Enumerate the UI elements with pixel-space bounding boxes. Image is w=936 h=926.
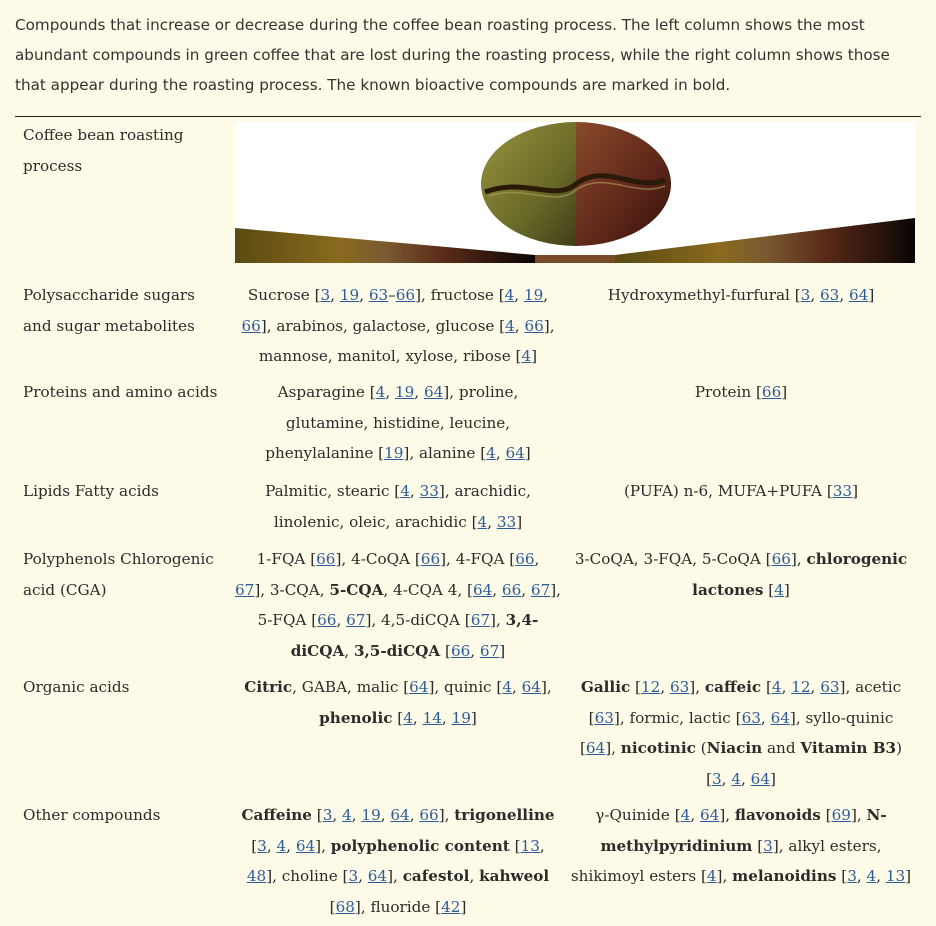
reference-link[interactable]: 3 [320,286,331,304]
cell-line: Asparagine [4, 19, 64], proline, [277,383,519,401]
bioactive-compound: Gallic [580,678,631,696]
cell-line: [68], fluoride [42] [329,897,467,916]
cell-line: Hydroxymethyl-furfural [3, 63, 64] [607,286,875,304]
reference-link[interactable]: 66 [524,316,544,335]
reference-link[interactable]: 67 [470,611,491,629]
reference-link[interactable]: 3 [257,836,267,855]
cell-line: Citric, GABA, malic [64], quinic [4, 64], [244,678,552,696]
reference-link[interactable]: 64 [699,806,720,824]
coffee-bean-roasting-image [235,122,915,263]
reference-link[interactable]: 63 [594,708,614,727]
bioactive-compound: caffeic [704,678,762,696]
bioactive-compound: Citric [244,678,293,696]
reference-link[interactable]: 4 [731,769,741,788]
bioactive-compound: cafestol [402,867,470,885]
cell-line: mannose, manitol, xylose, ribose [4] [258,347,538,365]
reference-link[interactable]: 64 [505,444,525,462]
cell-line: 3-CoQA, 3-FQA, 5-CoQA [66], chlorogenic [574,550,908,568]
reference-link[interactable]: 66 [241,316,261,335]
bioactive-compound: Caffeine [241,806,312,824]
reference-link[interactable]: 64 [423,383,444,401]
cell-line: [64], nicotinic (Niacin and Vitamin B3) [579,739,903,757]
cell-line: 66], arabinos, galactose, glucose [4, 66], [241,316,555,335]
reference-link[interactable]: 66 [317,611,337,629]
reference-link[interactable]: 19 [523,286,544,304]
reference-link[interactable]: 3 [712,769,722,788]
bioactive-compound: N- [866,806,887,824]
bioactive-compound: melanoidins [732,867,837,885]
bioactive-compound: polyphenolic content [330,836,510,855]
bioactive-compound: methylpyridinium [600,836,753,855]
organic-acids-gained-cell [566,672,916,794]
reference-link[interactable]: 66 [771,550,791,568]
other-gained-cell [566,800,916,892]
reference-link[interactable]: 14 [422,708,442,727]
reference-link[interactable]: 33 [496,512,517,531]
reference-link[interactable]: 48 [246,867,267,885]
reference-link[interactable]: 64 [367,867,388,885]
reference-link[interactable]: 67 [530,580,551,599]
row-label-organic-acids: Organic acids [23,678,130,696]
reference-link[interactable]: 63 [741,708,761,727]
cell-line: Protein [66] [694,383,788,401]
reference-link[interactable]: 66 [419,806,439,824]
polyphenols-gained-cell [566,544,916,605]
bioactive-compound: 5-CQA [329,580,384,599]
cell-line: lactones [4] [692,580,790,599]
cell-line: phenolic [4, 14, 19] [319,708,477,727]
bioactive-compound: lactones [692,580,764,599]
table-caption: Compounds that increase or decrease during the coffee bean roasting process. The left column shows the most abundant compounds in green coffee that are lost during the roasting process, while the right column shows those that appear during the roasting process. The known bioactive compounds are marked in bold. [15,16,890,94]
bioactive-compound: diCQA [290,641,345,660]
reference-link[interactable]: 19 [394,383,415,401]
bioactive-compound: flavonoids [734,806,821,824]
reference-link[interactable]: 66 [316,550,336,568]
reference-link[interactable]: 69 [831,806,851,824]
cell-line: methylpyridinium [3], alkyl esters, [600,836,882,855]
other-lost-cell [232,800,564,922]
reference-link[interactable]: 66 [761,383,782,401]
bioactive-compound: 3,5-diCQA [353,641,441,660]
reference-link[interactable]: 4 [400,482,410,500]
reference-link[interactable]: 64 [770,708,790,727]
cell-line: 1-FQA [66], 4-CoQA [66], 4-FQA [66, [256,550,540,568]
bioactive-compound: Vitamin B3 [800,739,897,757]
reference-link[interactable]: 19 [339,286,360,304]
bioactive-compound: nicotinic [620,739,696,757]
cell-line: phenylalanine [19], alanine [4, 64] [265,444,531,462]
reference-link[interactable]: 64 [409,678,429,696]
reference-link[interactable]: 4 [486,444,496,462]
polyphenols-lost-cell [232,544,564,666]
bioactive-compound: Niacin [706,739,763,757]
reference-link[interactable]: 66 [395,286,416,304]
reference-link[interactable]: 19 [384,444,404,462]
bioactive-compound: kahweol [479,867,550,885]
bioactive-compound: chlorogenic [806,550,908,568]
reference-link[interactable]: 64 [390,806,410,824]
cell-line: shikimoyl esters [4], melanoidins [3, 4, 13] [570,867,912,885]
reference-link[interactable]: 42 [441,897,461,916]
bioactive-compound: 3,4- [505,611,539,629]
reference-link[interactable]: 64 [295,836,316,855]
reference-link[interactable]: 4 [276,836,287,855]
cell-line: Caffeine [3, 4, 19, 64, 66], trigonelline [241,806,555,824]
reference-link[interactable]: 4 [403,708,413,727]
cell-line: [3, 4, 64], polyphenolic content [13, [251,836,545,855]
reference-link[interactable]: 4 [505,316,515,335]
reference-link[interactable]: 4 [504,286,515,304]
reference-link[interactable]: 4 [477,512,488,531]
cell-line: [3, 4, 64] [706,769,776,788]
reference-link[interactable]: 67 [479,641,500,660]
reference-link[interactable]: 66 [501,580,522,599]
row-label-other: Other compounds [23,806,161,824]
reference-link[interactable]: 4 [771,678,782,696]
reference-link[interactable]: 4 [774,580,784,599]
reference-link[interactable]: 3 [800,286,811,304]
reference-link[interactable]: 66 [420,550,441,568]
reference-link[interactable]: 64 [750,769,770,788]
reference-link[interactable]: 68 [335,897,355,916]
row-label-proteins: Proteins and amino acids [23,383,218,401]
bioactive-compound: phenolic [319,708,393,727]
lipids-lost-cell [232,476,564,537]
reference-link[interactable]: 12 [791,678,811,696]
cell-line: glutamine, histidine, leucine, [285,413,511,432]
row-label-lipids: Lipids Fatty acids [23,482,159,500]
reference-link[interactable]: 19 [451,708,471,727]
reference-link[interactable]: 63 [669,678,690,696]
reference-link[interactable]: 12 [640,678,661,696]
cell-line: diCQA, 3,5-diCQA [66, 67] [290,641,506,660]
reference-link[interactable]: 33 [832,482,853,500]
row-label-polyphenols: Polyphenols Chlorogenic acid (CGA) [23,550,214,599]
cell-line: Palmitic, stearic [4, 33], arachidic, [265,482,531,500]
reference-link[interactable]: 3 [847,867,857,885]
reference-link[interactable]: 67 [346,611,366,629]
table-top-rule [15,116,921,117]
reference-link[interactable]: 4 [521,347,532,365]
reference-link[interactable]: 66 [450,641,471,660]
reference-link[interactable]: 64 [848,286,869,304]
cell-line: γ-Quinide [4, 64], flavonoids [69], N- [595,806,887,824]
cell-line: (PUFA) n-6, MUFA+PUFA [33] [623,482,859,500]
cell-line: 5-FQA [66, 67], 4,5-diCQA [67], 3,4- [257,611,539,629]
row-label-sugars: Polysaccharide sugars and sugar metabolites [23,286,195,335]
row-label-roasting: Coffee bean roasting process [23,126,184,175]
reference-link[interactable]: 4 [866,867,877,885]
reference-link[interactable]: 4 [375,383,386,401]
cell-line: Sucrose [3, 19, 63–66], fructose [4, 19, [247,286,549,304]
reference-link[interactable]: 4 [680,806,691,824]
bioactive-compound: trigonelline [454,806,555,824]
reference-link[interactable]: 3 [348,867,359,885]
reference-link[interactable]: 4 [706,867,717,885]
reference-link[interactable]: 3 [322,806,333,824]
lipids-gained-cell [566,476,916,507]
reference-link[interactable]: 64 [472,580,493,599]
reference-link[interactable]: 66 [515,550,535,568]
reference-link[interactable]: 33 [419,482,439,500]
reference-link[interactable]: 67 [234,580,255,599]
cell-line: linolenic, oleic, arachidic [4, 33] [273,512,523,531]
reference-link[interactable]: 63 [820,678,840,696]
cell-line: Gallic [12, 63], caffeic [4, 12, 63], acetic [580,678,902,696]
reference-link[interactable]: 13 [520,836,540,855]
cell-line: 67], 3-CQA, 5-CQA, 4-CQA 4, [64, 66, 67], [234,580,561,599]
reference-link[interactable]: 63 [820,286,840,304]
sugars-gained-cell [566,280,916,311]
cell-line: [63], formic, lactic [63, 64], syllo-quinic [588,708,894,727]
reference-link[interactable]: 63 [368,286,389,304]
cell-line: 48], choline [3, 64], cafestol, kahweol [246,867,550,885]
proteins-gained-cell [566,377,916,408]
reference-link[interactable]: 19 [361,806,381,824]
reference-link[interactable]: 13 [885,867,906,885]
reference-link[interactable]: 3 [763,836,773,855]
reference-link[interactable]: 4 [502,678,512,696]
reference-link[interactable]: 64 [521,678,541,696]
reference-link[interactable]: 64 [585,739,606,757]
proteins-lost-cell [232,377,564,469]
organic-acids-lost-cell [232,672,564,733]
sugars-lost-cell [232,280,564,372]
reference-link[interactable]: 4 [342,806,352,824]
